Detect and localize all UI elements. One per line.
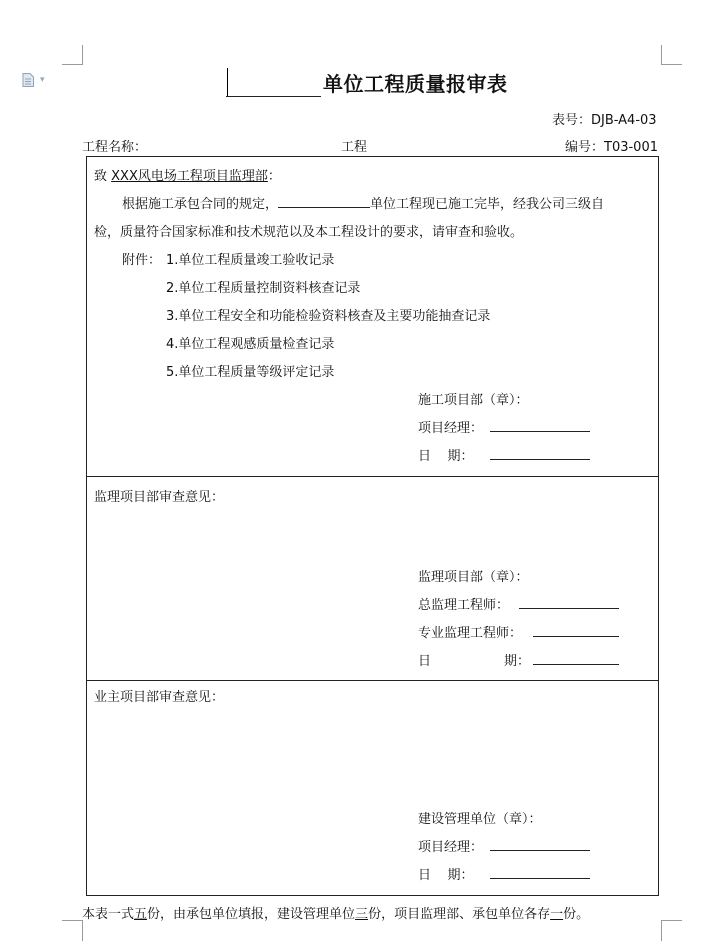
supervision-opinion-heading: 监理项目部审查意见： <box>94 490 225 505</box>
footer-copies-each: 一 <box>550 907 564 922</box>
owner-date-line[interactable] <box>490 866 590 879</box>
project-name-label: 工程名称： <box>82 140 148 155</box>
contractor-stamp-label: 施工项目部（章）： <box>418 393 529 408</box>
supervision-stamp-label: 监理项目部（章）： <box>418 570 529 585</box>
specialist-engineer-label: 专业监理工程师： <box>418 626 523 641</box>
title-blank-line <box>226 74 321 97</box>
page-title <box>226 68 508 97</box>
attachment-item: 2.单位工程质量控制资料核查记录 <box>166 281 361 296</box>
unit-name-blank[interactable] <box>278 195 370 208</box>
footer-copies-total: 五 <box>134 907 148 922</box>
owner-date-label: 日 期： <box>418 868 474 883</box>
supervision-date-label-a: 日 <box>418 654 432 669</box>
addressee-org: XXX风电场工程项目监理部 <box>111 169 268 184</box>
corner-mark-top-right <box>661 45 682 65</box>
contractor-manager-signature-line[interactable] <box>490 419 590 432</box>
attachment-item: 1.单位工程质量竣工验收记录 <box>166 253 335 268</box>
footer-copies-owner: 三 <box>355 907 369 922</box>
addressee-prefix: 致 <box>94 169 112 184</box>
title-text: 单位工程质量报审表 <box>323 72 508 96</box>
owner-manager-label: 项目经理： <box>418 840 484 855</box>
addressee-line <box>94 165 281 184</box>
contractor-date-label: 日 期： <box>418 449 474 464</box>
chief-engineer-label: 总监理工程师： <box>418 598 510 613</box>
corner-mark-bottom-right <box>661 920 682 941</box>
specialist-engineer-signature-line[interactable] <box>533 624 619 637</box>
corner-mark-bottom-left <box>62 920 83 941</box>
serial-number: 编号：T03-001 <box>565 140 658 155</box>
addressee-suffix: ： <box>267 169 281 184</box>
body-line-1 <box>122 193 604 212</box>
row-divider-1 <box>86 476 659 477</box>
chief-engineer-signature-line[interactable] <box>519 596 619 609</box>
footer-note <box>82 903 589 922</box>
footer-text: 本表一式 <box>82 907 135 922</box>
document-icon[interactable] <box>22 73 34 87</box>
form-code: 表号：DJB-A4-03 <box>552 113 657 128</box>
body-line-2: 检，质量符合国家标准和技术规范以及本工程设计的要求，请审查和验收。 <box>94 225 524 240</box>
text-cursor <box>227 68 228 96</box>
chevron-down-icon[interactable]: ▾ <box>40 75 45 85</box>
body-text-a: 根据施工承包合同的规定， <box>122 197 279 212</box>
project-name-suffix: 工程 <box>341 140 368 155</box>
contractor-manager-label: 项目经理： <box>418 421 484 436</box>
supervision-date-line[interactable] <box>533 652 619 665</box>
contractor-date-line[interactable] <box>490 447 590 460</box>
attachment-item: 4.单位工程观感质量检查记录 <box>166 337 335 352</box>
body-text-b: 单位工程现已施工完毕，经我公司三级自 <box>370 197 605 212</box>
owner-manager-signature-line[interactable] <box>490 838 590 851</box>
row-divider-2 <box>86 680 659 681</box>
owner-stamp-label: 建设管理单位（章）： <box>418 812 542 827</box>
supervision-date-label-b: 期： <box>504 654 531 669</box>
attachments-label: 附件： <box>122 253 162 268</box>
attachment-item: 5.单位工程质量等级评定记录 <box>166 365 335 380</box>
corner-mark-top-left <box>62 45 83 65</box>
footer-text: 份。 <box>563 907 590 922</box>
attachment-item: 3.单位工程安全和功能检验资料核查及主要功能抽查记录 <box>166 309 491 324</box>
footer-text: 份，由承包单位填报，建设管理单位 <box>147 907 356 922</box>
owner-opinion-heading: 业主项目部审查意见： <box>94 690 225 705</box>
footer-text: 份，项目监理部、承包单位各存 <box>368 907 551 922</box>
